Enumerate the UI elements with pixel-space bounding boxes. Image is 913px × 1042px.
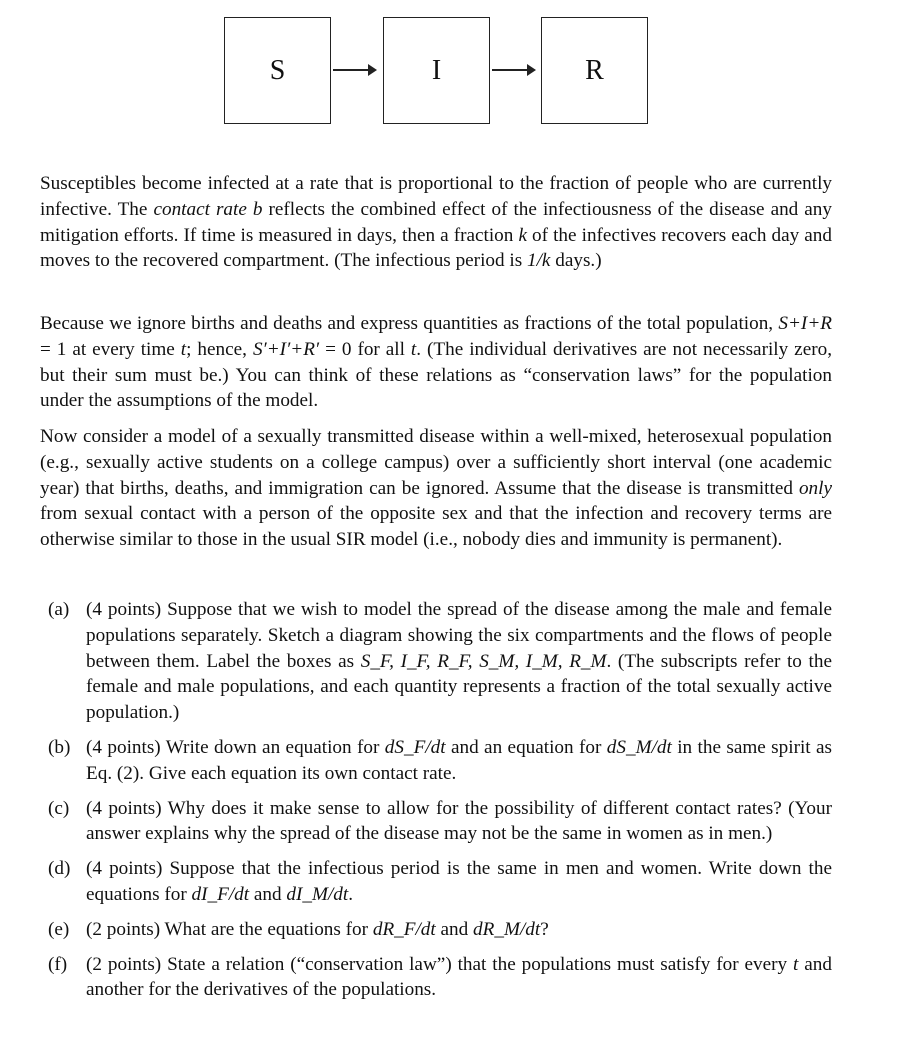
question-body xyxy=(86,917,832,943)
qd-text-c: and xyxy=(249,883,287,905)
arrow-s-to-i xyxy=(333,69,375,71)
question-f xyxy=(48,952,832,1004)
qb-text-e: in the same spirit as Eq. (2). Give each equation its own contact rate. xyxy=(86,736,832,784)
box-label-r: R xyxy=(585,54,604,86)
question-label: (f) xyxy=(48,953,68,975)
paragraph-contact-rate xyxy=(40,171,832,284)
box-recovered xyxy=(541,17,648,124)
question-body xyxy=(86,952,832,1004)
p1-text-c: reflects the combined effect of the infectiousness of the disease and any mitigation efforts. If time is measured in days, then a fraction xyxy=(40,198,832,246)
box-label-i: I xyxy=(431,54,442,86)
question-label: (d) xyxy=(48,858,71,880)
question-body xyxy=(86,597,832,726)
p2-text-e: ; hence, xyxy=(186,338,253,360)
p2-text-a: Because we ignore births and deaths and express quantities as fractions of the total population, xyxy=(40,313,779,334)
qe-text-e: ? xyxy=(540,918,549,940)
qf-text-a: (2 points) State a relation (“conservation law”) that the populations must satisfy for every xyxy=(86,953,794,975)
p2-text-b: S+I+R xyxy=(778,313,832,334)
p2-text-h: t xyxy=(410,338,417,360)
question-d xyxy=(48,856,832,908)
question-body xyxy=(86,796,832,848)
box-label-s: S xyxy=(269,54,286,86)
qd-text-d: dI_M/dt xyxy=(286,883,349,905)
paragraph-std-model xyxy=(40,424,832,563)
qd-text-b: dI_F/dt xyxy=(191,883,250,905)
paragraph-conservation xyxy=(40,311,832,424)
p1-text-f: 1/k xyxy=(527,250,551,272)
qa-text-b: S_F, I_F, R_F, S_M, I_M, R_M xyxy=(360,650,607,672)
question-a xyxy=(48,597,832,726)
question-list xyxy=(48,597,832,1012)
p1-text-a: Susceptibles become infected at a rate that is proportional to the fraction of people who are currently infective. The xyxy=(40,173,832,220)
qb-text-b: dS_F/dt xyxy=(384,736,446,758)
question-label: (b) xyxy=(48,736,71,758)
box-infective xyxy=(383,17,490,124)
p1-text-d: k xyxy=(518,224,527,246)
qb-text-d: dS_M/dt xyxy=(606,736,672,758)
p2-text-i: . (The individual derivatives are not necessarily zero, but their sum must be.) You can think of these relations as “conservation laws” for the population under the assumptions of the model. xyxy=(40,338,832,412)
question-c xyxy=(48,796,832,848)
qe-text-d: dR_M/dt xyxy=(473,918,541,940)
p3-text-a: Now consider a model of a sexually transmitted disease within a well-mixed, heterosexual population (e.g., sexually active students on a college campus) over a sufficiently short interval (one academic year) that births, deaths, and immigration can be ignored. Assume that the disease is transmitted xyxy=(40,426,832,499)
p1-text-b: contact rate b xyxy=(153,198,263,220)
question-e xyxy=(48,917,832,943)
p2-text-g: = 0 for all xyxy=(319,338,411,360)
question-body xyxy=(86,735,832,787)
p3-text-b: only xyxy=(798,477,832,499)
question-b xyxy=(48,735,832,787)
qd-text-e: . xyxy=(348,883,354,905)
arrow-i-to-r xyxy=(492,69,534,71)
qa-text-a: (4 points) Suppose that we wish to model the spread of the disease among the male and female populations separately. Sketch a diagram showing the six compartments and the flows of people between them. Label the boxes as xyxy=(86,599,832,672)
p2-text-c: = 1 at every time xyxy=(40,338,181,360)
p1-text-g: days.) xyxy=(550,250,602,272)
question-label: (c) xyxy=(48,797,70,819)
qf-text-b: t xyxy=(793,953,799,975)
qe-text-c: and xyxy=(435,918,474,940)
qb-text-a: (4 points) Write down an equation for xyxy=(86,736,385,758)
p3-text-c: from sexual contact with a person of the opposite sex and that the infection and recovery terms are otherwise similar to those in the usual SIR model (i.e., nobody dies and immunity is permanent). xyxy=(40,503,832,551)
question-label: (e) xyxy=(48,918,70,940)
qf-text-c: and another for the derivatives of the populations. xyxy=(86,953,832,1001)
qd-text-a: (4 points) Suppose that the infectious period is the same in men and women. Write down the equations for xyxy=(86,858,832,905)
p2-text-d: t xyxy=(180,338,187,360)
question-label: (a) xyxy=(48,599,70,620)
p2-text-f: S′+I′+R′ xyxy=(252,338,320,360)
qe-text-a: (2 points) What are the equations for xyxy=(86,918,373,940)
p1-text-e: of the infectives recovers each day and moves to the recovered compartment. (The infectious period is xyxy=(40,224,832,272)
qe-text-b: dR_F/dt xyxy=(372,918,436,940)
sir-diagram xyxy=(0,0,913,140)
box-susceptible xyxy=(224,17,331,124)
qc-text-a: (4 points) Why does it make sense to allow for the possibility of different contact rates? (Your answer explains why the spread of the disease may not be the same in women as in men.) xyxy=(86,797,832,845)
question-body xyxy=(86,856,832,908)
qb-text-c: and an equation for xyxy=(445,736,607,758)
qa-text-c: . (The subscripts refer to the female and male populations, and each quantity represents a fraction of the total sexually active population.) xyxy=(86,650,832,724)
